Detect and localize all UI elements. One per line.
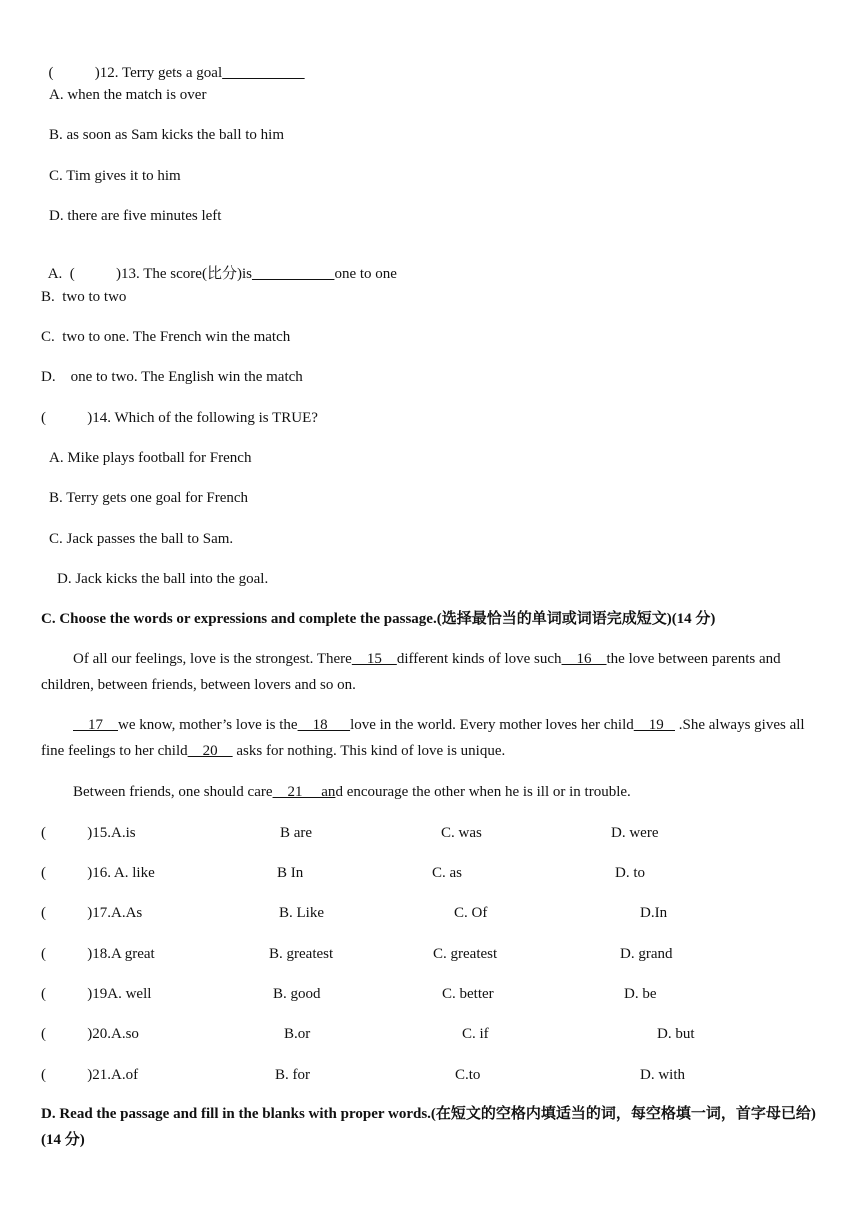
passage-paragraph-1	[41, 646, 821, 698]
question-13-stem: A. ( )13. The score(比分)is	[47, 266, 252, 282]
question-12	[41, 46, 305, 82]
passage-text: d encourage the other when he is ill or in trouble.	[335, 784, 631, 800]
option-a: A. when the match is over	[49, 87, 207, 103]
option-d: D. one to two. The English win the match	[41, 369, 303, 385]
passage-text: Between friends, one should care	[73, 784, 273, 800]
option-b: B are	[280, 825, 313, 841]
question-number: ( )17.A.As	[41, 905, 143, 921]
option-d: D. grand	[620, 946, 673, 962]
option-c: C. if	[462, 1026, 489, 1042]
option-c: C. greatest	[433, 946, 498, 962]
question-12-stem: ( )12. Terry gets a goal	[48, 65, 223, 81]
question-14-stem: ( )14. Which of the following is TRUE?	[41, 410, 318, 426]
passage-text: Of all our feelings, love is the strongest. There	[73, 651, 352, 667]
question-13-suffix: one to one	[334, 266, 397, 282]
option-c: C. Of	[454, 905, 488, 921]
blank-16: 16	[561, 651, 607, 667]
question-number: ( )19A. well	[41, 986, 152, 1002]
question-number: ( )18.A great	[41, 946, 155, 962]
option-b: B. two to two	[41, 289, 127, 305]
option-c: C. Tim gives it to him	[49, 168, 181, 184]
blank-17: 17	[73, 717, 118, 733]
option-b: B. greatest	[269, 946, 334, 962]
question-number: ( )16. A. like	[41, 865, 155, 881]
option-b: B. good	[273, 986, 321, 1002]
option-c: C. as	[432, 865, 462, 881]
option-b: B. as soon as Sam kicks the ball to him	[49, 127, 284, 143]
option-d: D. with	[640, 1067, 685, 1083]
blank-21: 21 an	[272, 784, 336, 800]
section-d-heading: D. Read the passage and fill in the blanks with proper words.(在短文的空格内填适当的词，每空格填一词，首字母已给)(14 分)	[41, 1106, 816, 1148]
question-number: ( )20.A.so	[41, 1026, 139, 1042]
blank-15: 15	[351, 651, 397, 667]
option-b: B. for	[275, 1067, 310, 1083]
question-13	[41, 247, 397, 283]
passage-paragraph-2	[41, 712, 821, 764]
option-c: C. two to one. The French win the match	[41, 329, 291, 345]
option-d: D. be	[624, 986, 657, 1002]
option-b: B. Like	[279, 905, 324, 921]
question-number: ( )21.A.of	[41, 1067, 139, 1083]
option-c: C. was	[441, 825, 482, 841]
section-c-heading: C. Choose the words or expressions and complete the passage.(选择最恰当的单词或词语完成短文)(14 分)	[41, 611, 716, 627]
question-number: ( )15.A.is	[41, 825, 136, 841]
passage-text: asks for nothing. This kind of love is unique.	[232, 743, 506, 759]
answer-blank	[252, 266, 335, 282]
option-a: A. Mike plays football for French	[49, 450, 252, 466]
option-d: D. to	[615, 865, 645, 881]
option-b: B In	[277, 865, 304, 881]
option-d: D. Jack kicks the ball into the goal.	[57, 571, 269, 587]
passage-text: the love between parents and children, between friends, between lovers and so on.	[41, 651, 781, 693]
option-d: D. but	[657, 1026, 695, 1042]
option-d: D. there are five minutes left	[49, 208, 222, 224]
passage-text: .She always gives all fine feelings to her child	[41, 717, 805, 759]
option-b: B.or	[284, 1026, 311, 1042]
option-c: C. Jack passes the ball to Sam.	[49, 531, 234, 547]
answer-blank	[222, 65, 305, 81]
passage-paragraph-3	[73, 783, 631, 801]
passage-text: we know, mother’s love is the	[118, 717, 298, 733]
option-d: D. were	[611, 825, 659, 841]
option-d: D.In	[640, 905, 668, 921]
passage-text: love in the world. Every mother loves her child	[350, 717, 634, 733]
option-b: B. Terry gets one goal for French	[49, 490, 249, 506]
option-c: C.to	[455, 1067, 481, 1083]
blank-20: 20	[187, 743, 233, 759]
option-c: C. better	[442, 986, 494, 1002]
blank-19: 19	[633, 717, 675, 733]
passage-text: different kinds of love such	[396, 651, 562, 667]
blank-18: 18	[297, 717, 351, 733]
